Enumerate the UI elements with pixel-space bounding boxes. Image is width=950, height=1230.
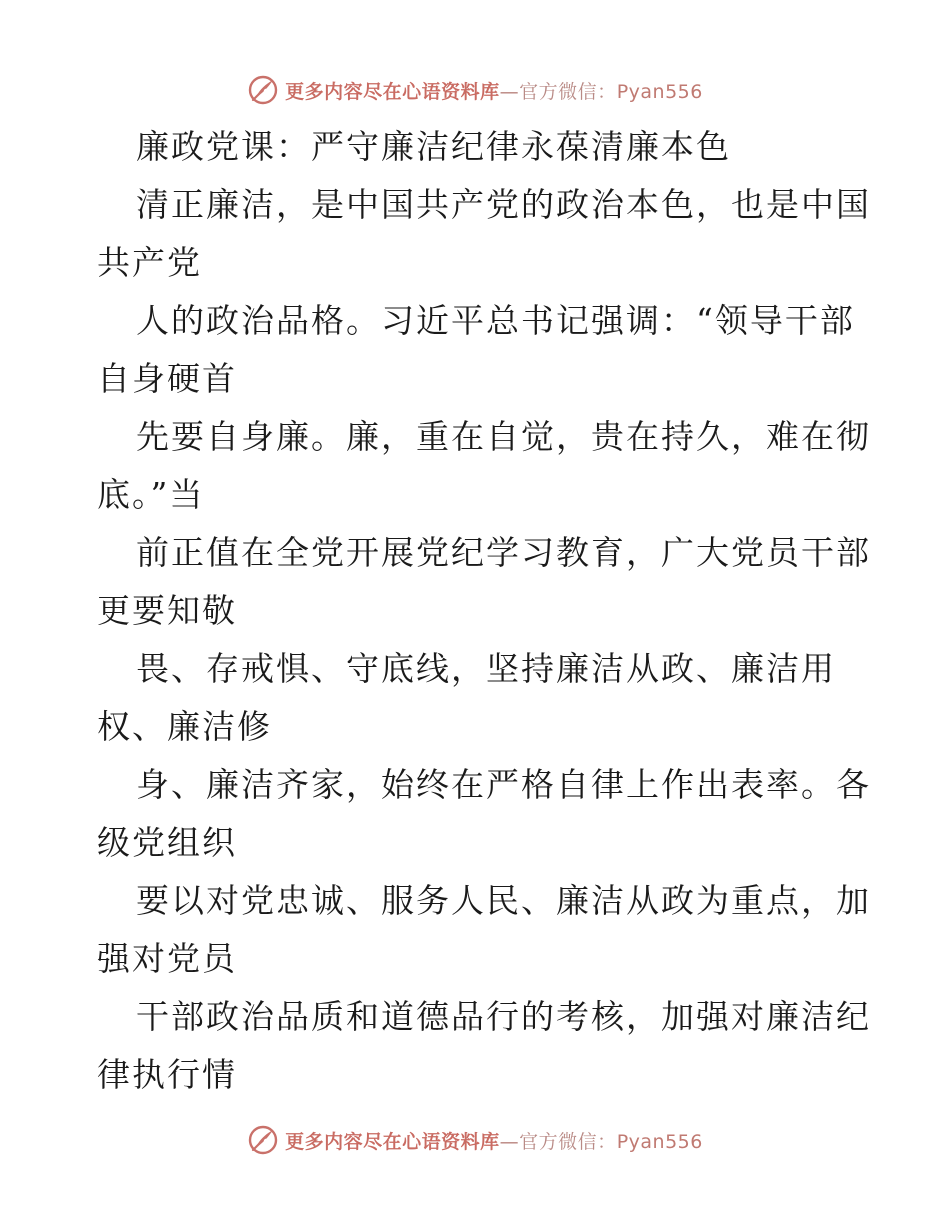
watermark-wechat-label: 官方微信：: [519, 1130, 617, 1153]
header-watermark-text: [285, 77, 703, 104]
text-line: 干部政治品质和道德品行的考核，加强对廉洁纪: [136, 997, 871, 1036]
text-line: 人的政治品格。习近平总书记强调：“领导干部: [136, 301, 855, 340]
text-line: 先要自身廉。廉，重在自觉，贵在持久，难在彻: [136, 417, 871, 456]
text-line: 共产党: [97, 243, 202, 282]
text-line: 更要知敬: [97, 591, 237, 630]
feather-pen-logo-icon: [247, 74, 279, 106]
watermark-dash: —: [499, 80, 520, 103]
text-line: 自身硬首: [97, 359, 237, 398]
watermark-main-text: 更多内容尽在心语资料库: [285, 80, 500, 103]
text-line: 清正廉洁，是中国共产党的政治本色，也是中国: [136, 185, 871, 224]
text-line: 前正值在全党开展党纪学习教育，广大党员干部: [136, 533, 871, 572]
watermark-main-text: 更多内容尽在心语资料库: [285, 1130, 500, 1153]
watermark-wechat-label: 官方微信：: [519, 80, 617, 103]
text-line: 强对党员: [97, 939, 237, 978]
text-line: 要以对党忠诚、服务人民、廉洁从政为重点，加: [136, 881, 871, 920]
text-line: 级党组织: [97, 823, 237, 862]
feather-pen-logo-icon: [247, 1124, 279, 1156]
document-title: 廉政党课：严守廉洁纪律永葆清廉本色: [136, 127, 731, 166]
document-body: [97, 118, 871, 1104]
watermark-wechat-id: Pyan556: [616, 1130, 703, 1153]
text-line: 畏、存戒惧、守底线，坚持廉洁从政、廉洁用: [136, 649, 836, 688]
text-line: 权、廉洁修: [97, 707, 272, 746]
header-watermark-banner: [0, 70, 950, 110]
watermark-wechat-id: Pyan556: [616, 80, 703, 103]
watermark-dash: —: [499, 1130, 520, 1153]
text-line: 身、廉洁齐家，始终在严格自律上作出表率。各: [136, 765, 871, 804]
text-line: 底。”当: [97, 475, 205, 514]
text-line: 律执行情: [97, 1055, 237, 1094]
footer-watermark-banner: [0, 1120, 950, 1160]
footer-watermark-text: [285, 1127, 703, 1154]
